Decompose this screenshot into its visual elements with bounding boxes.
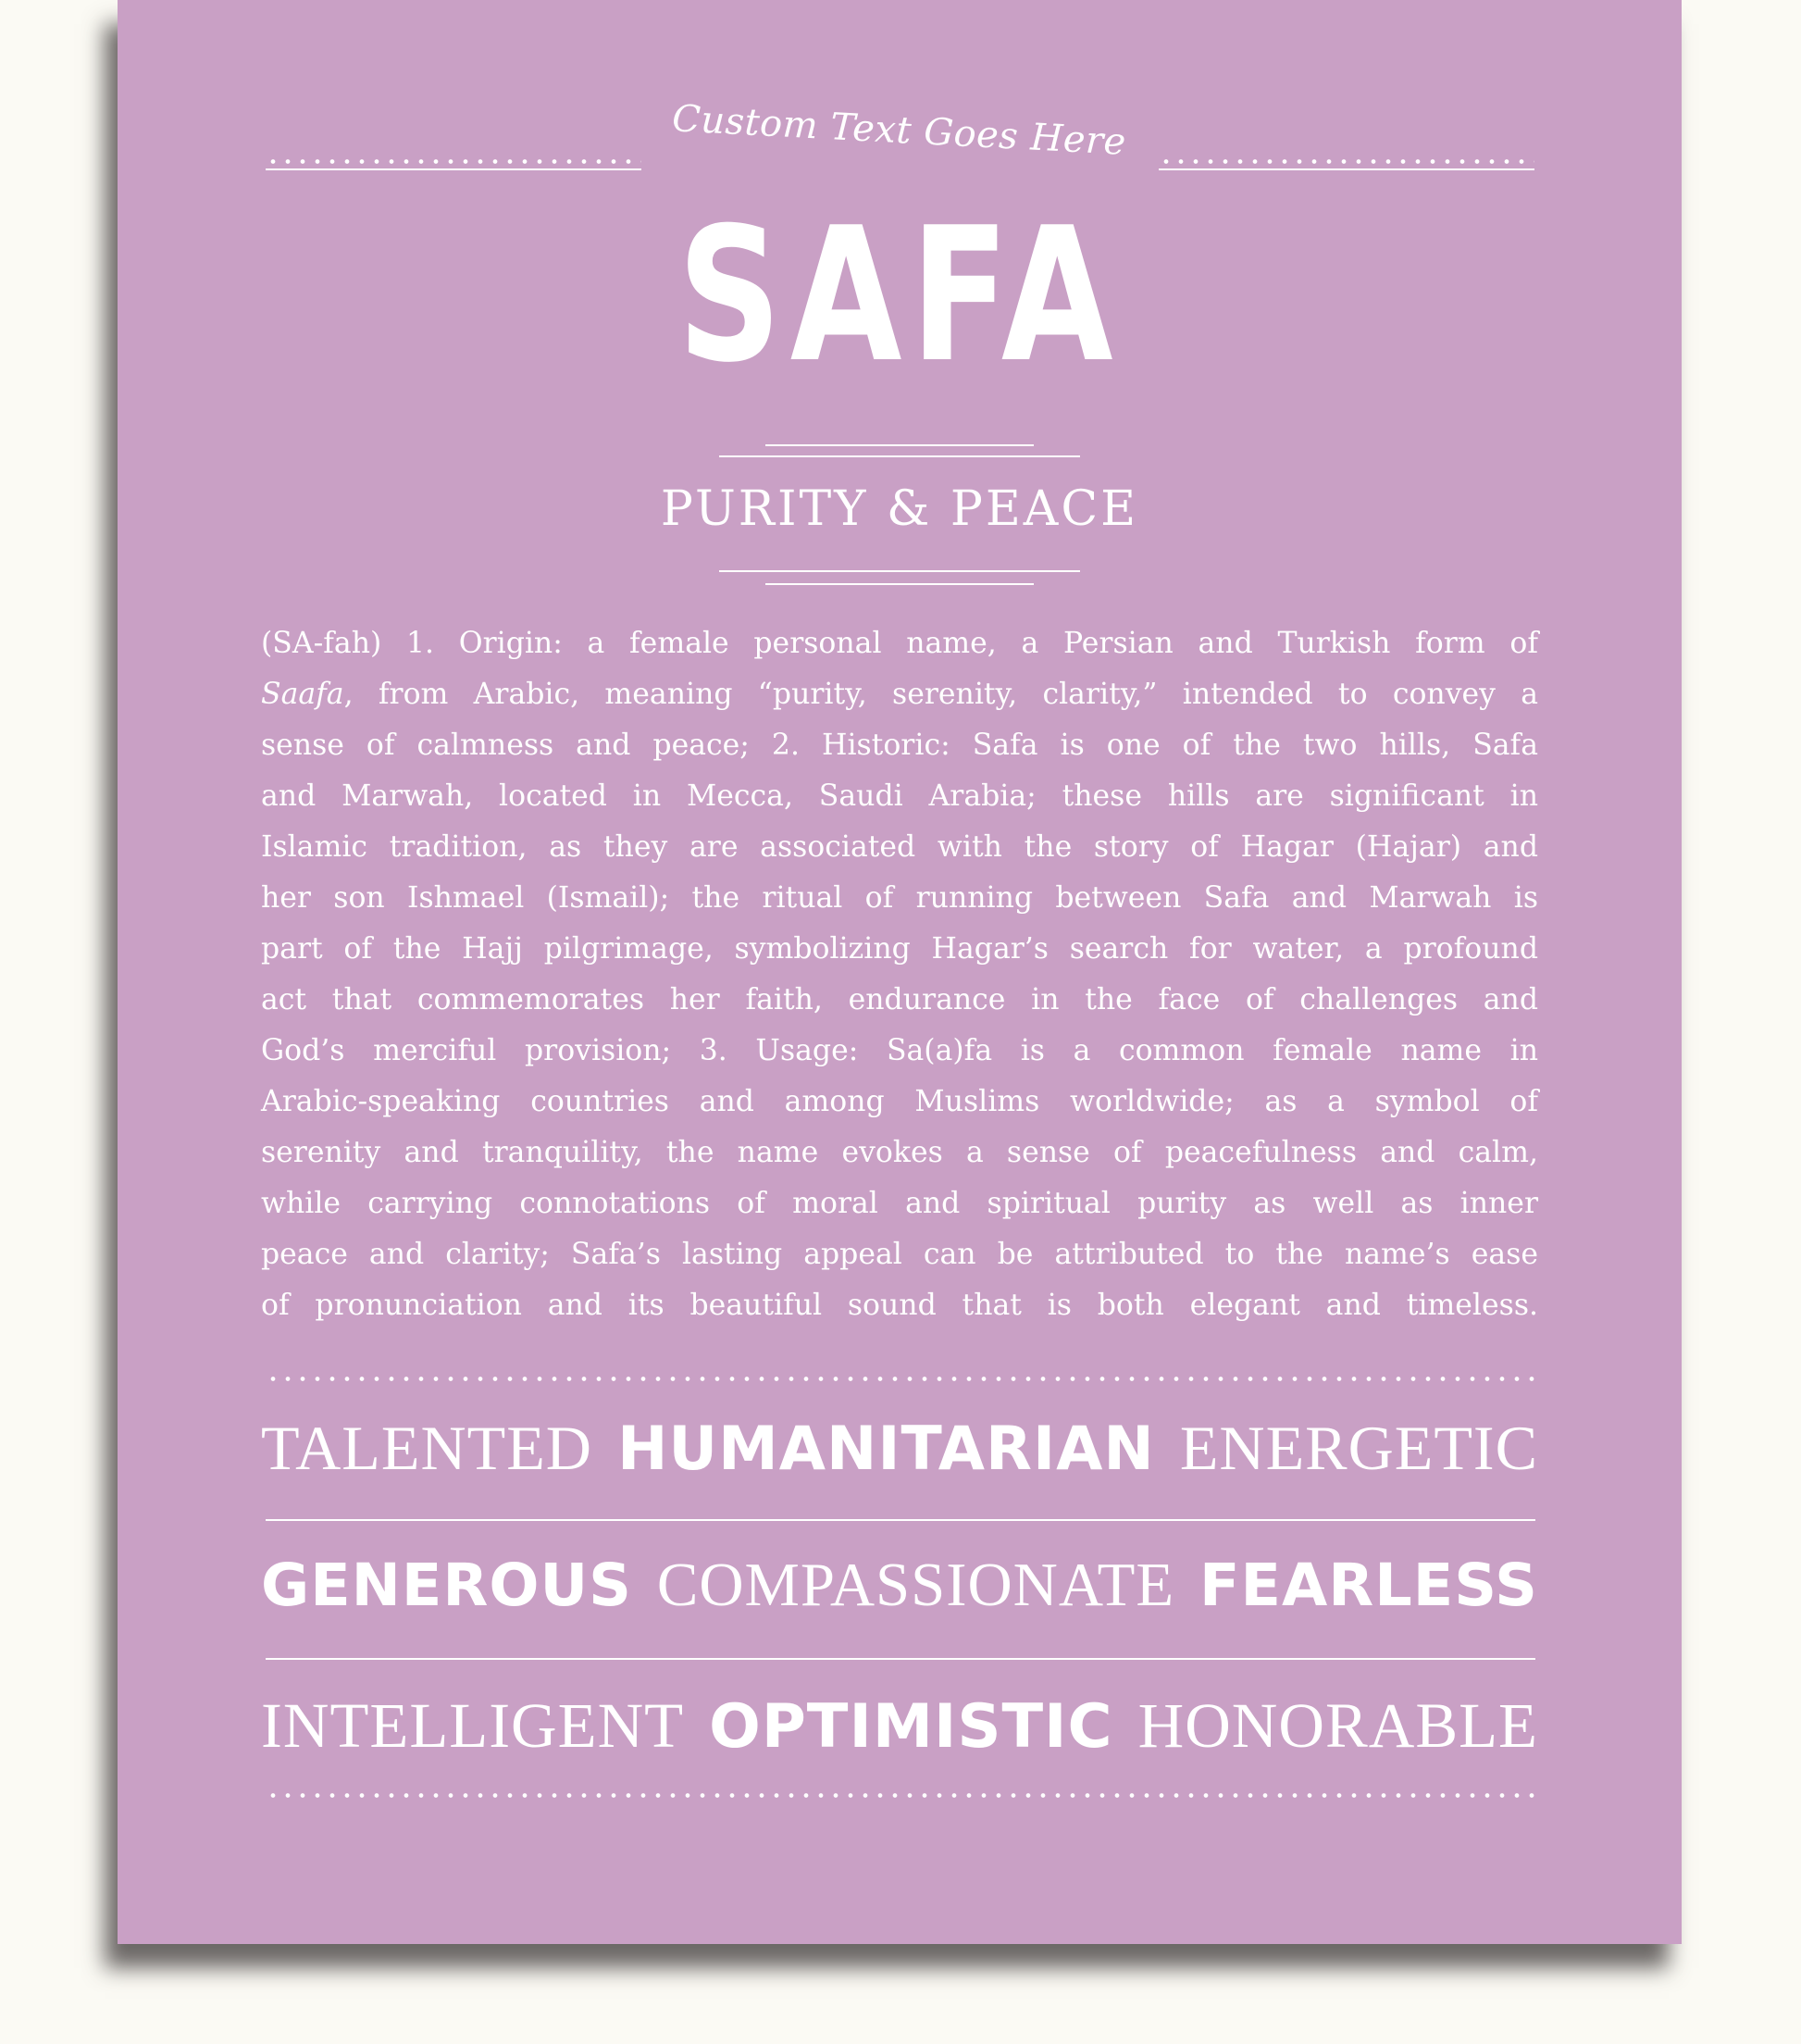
name-meaning: PURITY & PEACE [660,481,1139,537]
definition-line: while carrying connotations of moral and spiritual purity as well as inner [261,1187,1538,1220]
definition-line: and Marwah, located in Mecca, Saudi Arabia; these hills are significant in [261,779,1538,813]
trait-row-3 [261,1690,1538,1762]
definition-line: sense of calmness and peace; 2. Historic: Safa is one of the two hills, Safa [261,729,1538,762]
trait-word: HUMANITARIAN [617,1415,1155,1484]
trait-word: HONORABLE [1137,1690,1538,1761]
traits-top-dotted-rule [266,1377,1535,1381]
header-rule-right [1159,168,1534,170]
header-dotted-rule-right [1159,159,1534,164]
trait-row-2 [261,1552,1538,1620]
trait-divider [266,1519,1535,1521]
definition-line: peace and clarity; Safa’s lasting appeal can be attributed to the name’s ease [261,1238,1538,1271]
definition-line: Saafa, from Arabic, meaning “purity, serenity, clarity,” intended to convey a [261,678,1538,711]
definition-line: God’s merciful provision; 3. Usage: Sa(a)fa is a common female name in [261,1034,1538,1067]
trait-word: GENEROUS [261,1552,632,1620]
custom-text: Custom Text Goes Here [671,97,1128,164]
definition-line: of pronunciation and its beautiful sound that is both elegant and timeless. [261,1289,1538,1322]
traits-bottom-dotted-rule [266,1793,1535,1798]
name-poster [118,0,1682,1944]
definition-line: serenity and tranquility, the name evokes a sense of peacefulness and calm, [261,1136,1538,1169]
trait-row-1 [261,1413,1538,1484]
definition-line: act that commemorates her faith, endurance in the face of challenges and [261,983,1538,1016]
meaning-underline-short [765,583,1034,585]
trait-word: TALENTED [261,1413,592,1483]
header-dotted-rule-left [266,159,641,164]
trait-word: COMPASSIONATE [656,1552,1175,1619]
definition-line: (SA-fah) 1. Origin: a female personal name, a Persian and Turkish form of [261,627,1538,660]
definition-line: her son Ishmael (Ismail); the ritual of running between Safa and Marwah is [261,881,1538,915]
trait-word: INTELLIGENT [261,1690,685,1761]
name-underline-long [719,455,1080,457]
trait-word: ENERGETIC [1179,1413,1538,1483]
italic-word: Saafa [261,678,344,711]
definition-line: Arabic-speaking countries and among Muslims worldwide; as a symbol of [261,1085,1538,1118]
poster-name: SAFA [677,188,1122,404]
name-underline-short [765,444,1034,446]
definition-line: part of the Hajj pilgrimage, symbolizing Hagar’s search for water, a profound [261,932,1538,966]
definition-line: Islamic tradition, as they are associated with the story of Hagar (Hajar) and [261,830,1538,864]
name-definition [261,618,1538,1331]
header-rule-left [266,168,641,170]
trait-word: OPTIMISTIC [709,1691,1113,1762]
trait-divider [266,1658,1535,1660]
meaning-underline-long [719,570,1080,572]
trait-word: FEARLESS [1199,1552,1538,1620]
